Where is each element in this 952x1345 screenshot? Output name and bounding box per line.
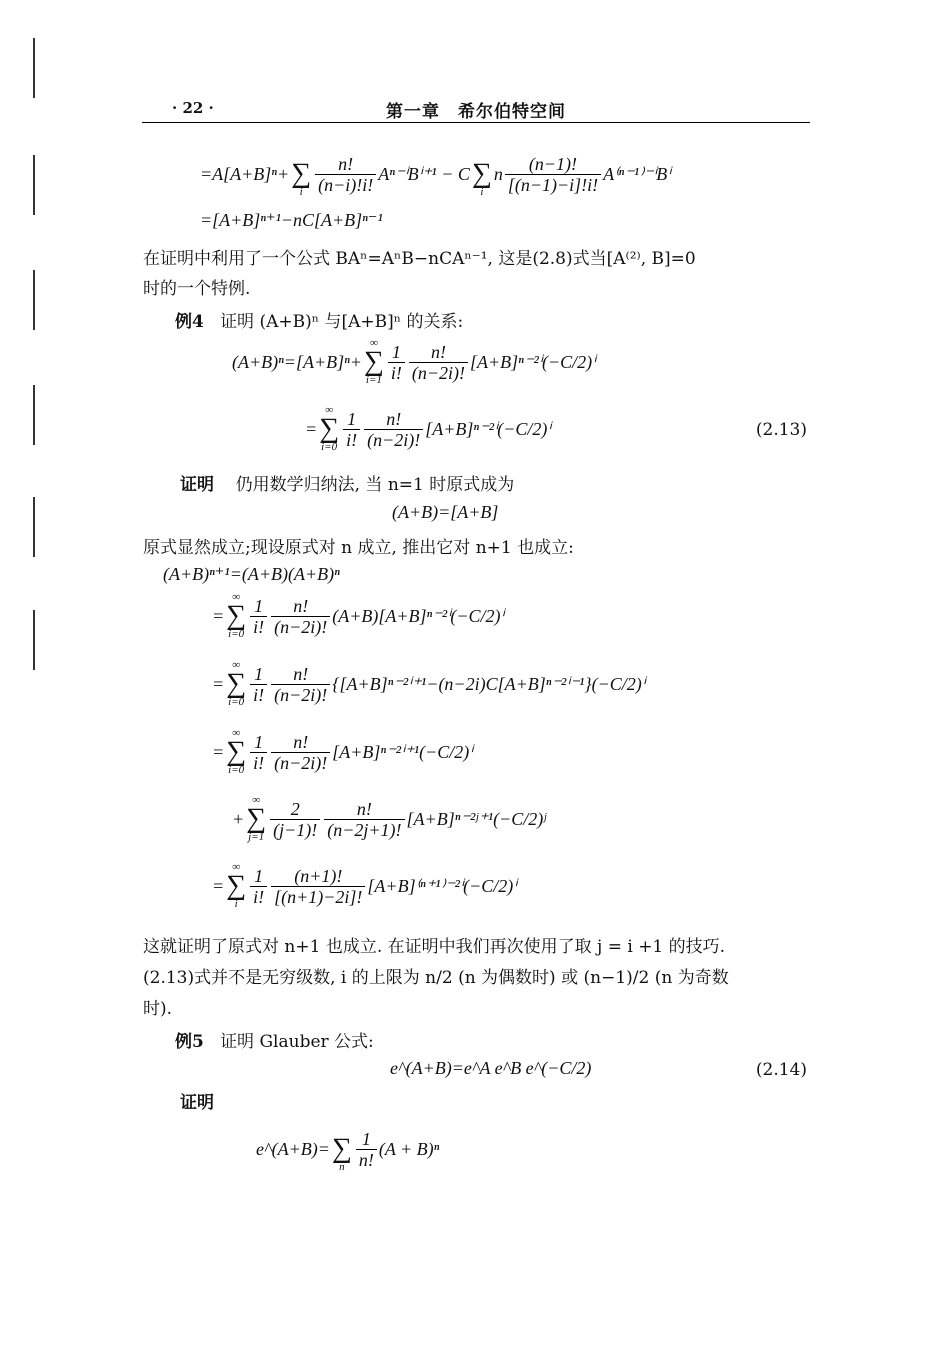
fraction: $\frac{1}{i!}$ [250,664,267,705]
base-case-equation: (A+B)=[A+B] [392,502,499,522]
fraction: $\frac{n!}{(n-2i)!}$ [271,732,330,773]
sum-sign: ∞ ∑ i=0 [319,404,340,453]
proof-label: 证明 [180,475,214,495]
sum-sign: ∞ ∑ i=1 [363,337,384,386]
proof-label: 证明 [180,1093,214,1113]
example-text: 证明 Glauber 公式: [220,1032,374,1052]
sum-sign: ∞ ∑ i=0 [226,591,247,640]
fraction: $\frac{n!}{(n-i)!i!}$ [315,154,376,195]
equation-number: (2.14) [755,1060,807,1080]
chapter-title: 第一章 希尔伯特空间 [386,102,566,122]
equation-line: (A+B)ⁿ⁺¹=(A+B)(A+B)ⁿ [163,564,340,584]
page-number: · 22 · [172,99,214,117]
paragraph-line: 时). [143,999,173,1019]
sum-sign: ∑ i [471,158,492,198]
equation-line: + ∞ ∑ j=1 $\frac{2}{(j-1)!}$ $\frac{n!}{(n-2j+1)!}$ [A+B]ⁿ⁻²ʲ⁺¹(−C/2)ʲ [232,794,547,843]
fraction: $\frac{2}{(j-1)!}$ [270,799,320,840]
proof-line [180,470,514,495]
equation-line: = ∞ ∑ i=0 $\frac{1}{i!}$ $\frac{n!}{(n-2i)!}$ {[A+B]ⁿ⁻²ⁱ⁺¹−(n−2i)C[A+B]ⁿ⁻²ⁱ⁻¹}(−C/2)ⁱ [212,659,645,708]
equation-line: = ∞ ∑ i $\frac{1}{i!}$ $\frac{(n+1)!}{[(n+1)-2i]!}$ [A+B]⁽ⁿ⁺¹⁾⁻²ⁱ(−C/2)ⁱ [212,861,517,910]
margin-mark [33,385,35,445]
fraction: $\frac{1}{i!}$ [343,409,360,450]
margin-mark [33,497,35,557]
fraction: $\frac{n!}{(n-2j+1)!}$ [324,799,404,840]
equation-number: (2.13) [755,420,807,440]
margin-mark [33,155,35,215]
sum-sign: ∞ ∑ i [226,861,247,910]
sum-sign: ∞ ∑ i=0 [226,727,247,776]
paragraph-line: 时的一个特例. [143,279,251,299]
fraction: $\frac{1}{i!}$ [250,866,267,907]
fraction: $\frac{1}{i!}$ [250,732,267,773]
margin-mark [33,610,35,670]
paragraph-line: (2.13)式并不是无穷级数, i 的上限为 n/2 (n 为偶数时) 或 (n−1)/2 (n 为奇数 [143,968,729,988]
margin-mark [33,270,35,330]
equation-line: =[A+B]ⁿ⁺¹−nC[A+B]ⁿ⁻¹ [200,210,383,230]
equation-line: = ∞ ∑ i=0 $\frac{1}{i!}$ $\frac{n!}{(n-2i)!}$ (A+B)[A+B]ⁿ⁻²ⁱ(−C/2)ⁱ [212,591,504,640]
glauber-formula: e^(A+B)=e^A e^B e^(−C/2) [390,1058,592,1078]
margin-mark [33,38,35,98]
fraction: $\frac{1}{i!}$ [250,596,267,637]
equation-line: = ∞ ∑ i=0 $\frac{1}{i!}$ $\frac{n!}{(n-2i)!}$ [A+B]ⁿ⁻²ⁱ(−C/2)ⁱ [305,404,551,453]
fraction: $\frac{1}{n!}$ [356,1129,377,1170]
paragraph-line: 原式显然成立;现设原式对 n 成立, 推出它对 n+1 也成立: [143,538,574,558]
equation-line: = ∞ ∑ i=0 $\frac{1}{i!}$ $\frac{n!}{(n-2i)!}$ [A+B]ⁿ⁻²ⁱ⁺¹(−C/2)ⁱ [212,727,473,776]
equation-line: e^(A+B)= ∑ n $\frac{1}{n!}$ (A + B)ⁿ [256,1125,439,1173]
example-label: 例5 [175,1032,204,1052]
proof-text: 仍用数学归纳法, 当 n=1 时原式成为 [235,475,515,495]
paragraph-line: 这就证明了原式对 n+1 也成立. 在证明中我们再次使用了取 j = i +1 的技巧. [143,937,726,957]
fraction: $\frac{(n-1)!}{[(n-1)-i]!i!}$ [505,154,601,195]
sum-sign: ∑ n [331,1133,352,1173]
example-5-heading [175,1027,374,1052]
sum-sign: ∞ ∑ i=0 [226,659,247,708]
example-4-heading [175,307,463,332]
equation-line: (A+B)ⁿ=[A+B]ⁿ+ ∞ ∑ i=1 $\frac{1}{i!}$ $\frac{n!}{(n-2i)!}$ [A+B]ⁿ⁻²ⁱ(−C/2)ⁱ [232,337,596,386]
fraction: $\frac{n!}{(n-2i)!}$ [364,409,423,450]
fraction: $\frac{n!}{(n-2i)!}$ [409,342,468,383]
sum-sign: ∞ ∑ j=1 [246,794,267,843]
sum-sign: ∑ i [291,158,312,198]
example-label: 例4 [175,312,204,332]
fraction: $\frac{n!}{(n-2i)!}$ [271,596,330,637]
paragraph-line: 在证明中利用了一个公式 BAⁿ=AⁿB−nCAⁿ⁻¹, 这是(2.8)式当[A⁽²⁾, B]=0 [143,249,696,269]
fraction: $\frac{(n+1)!}{[(n+1)-2i]!}$ [271,866,365,907]
equation-line: =A[A+B]ⁿ+ ∑ i $\frac{n!}{(n-i)!i!}$ Aⁿ⁻ⁱBⁱ⁺¹ − C ∑ i n $\frac{(n-1)!}{[(n-1)-i]!i!}$ A⁽ⁿ⁻¹⁾⁻ⁱBⁱ [200,150,670,198]
fraction: $\frac{1}{i!}$ [388,342,405,383]
fraction: $\frac{n!}{(n-2i)!}$ [271,664,330,705]
header-rule [142,122,810,123]
example-text: 证明 (A+B)ⁿ 与[A+B]ⁿ 的关系: [220,312,464,332]
